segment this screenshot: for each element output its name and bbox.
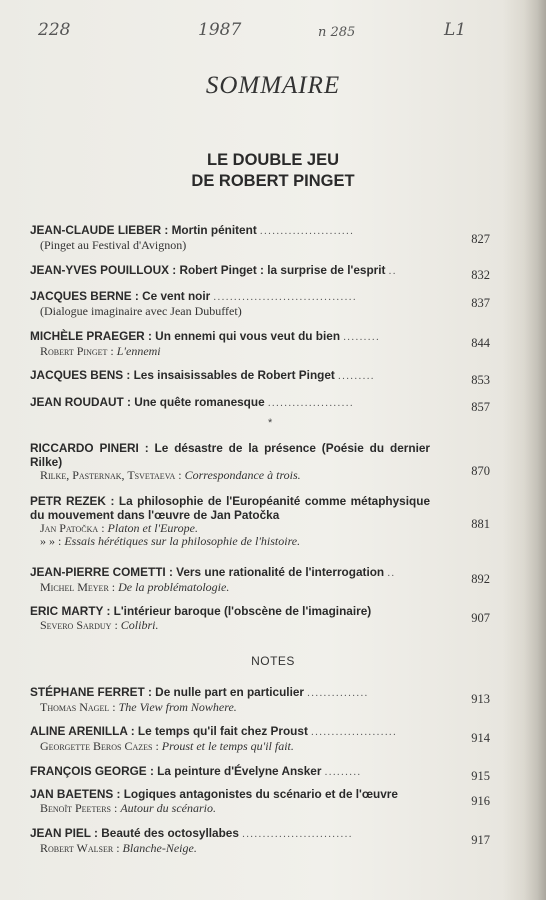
reviewed-author: Georgette Beros Cazes : — [40, 738, 159, 753]
reviewed-author: Rilke, Pasternak, Tsvetaeva : — [40, 468, 182, 482]
entry-title: ERIC MARTY : L'intérieur baroque (l'obscène de l'imaginaire) — [30, 604, 372, 618]
entry-page-number: 917 — [471, 833, 490, 847]
toc-entry-pineri[interactable] — [30, 442, 490, 482]
entry-title: JEAN-PIERRE COMETTI : Vers une rationalité de l'interrogation — [30, 565, 385, 579]
handwritten-note-year: 1987 — [198, 20, 242, 40]
section-separator: * — [268, 417, 273, 429]
dossier-title-line-1: LE DOUBLE JEU — [206, 151, 340, 169]
toc-entry-piel[interactable] — [30, 827, 490, 855]
dossier-title — [0, 150, 546, 192]
toc-entry-lieber[interactable] — [30, 224, 490, 252]
handwritten-note-1: 228 — [38, 20, 71, 40]
entry-title: STÉPHANE FERRET : De nulle part en particulier — [30, 685, 304, 699]
leader-dots: ......... — [343, 332, 381, 343]
reviewed-work: The View from Nowhere. — [118, 699, 237, 714]
handwritten-note-number: n 285 — [318, 25, 356, 40]
leader-dots: .. — [388, 266, 397, 277]
toc-entry-marty[interactable] — [30, 605, 490, 632]
reviewed-work: Platon et l'Europe. — [107, 521, 198, 535]
entry-title: JAN BAETENS : Logiques antagonistes du scénario et de l'œuvre — [30, 787, 398, 801]
entry-page-number: 853 — [471, 373, 490, 387]
reviewed-work: Blanche-Neige. — [122, 840, 197, 855]
entry-title: RICCARDO PINERI : Le désastre de la présence (Poésie du dernier Rilke) — [30, 441, 430, 469]
leader-dots: ............... — [307, 688, 369, 699]
entry-title: JACQUES BENS : Les insaisissables de Robert Pinget — [30, 368, 335, 382]
entry-title: JEAN PIEL : Beauté des octosyllabes — [30, 826, 239, 840]
toc-entry-arenilla[interactable] — [30, 725, 490, 753]
entry-page-number: 870 — [471, 464, 490, 478]
reviewed-author: Robert Pinget : — [40, 343, 114, 358]
toc-entry-baetens[interactable] — [30, 788, 490, 815]
leader-dots: ..................... — [311, 727, 398, 738]
entry-title: PETR REZEK : La philosophie de l'Européanité comme métaphysique du mouvement dans l'œuvre de Jan Patočka — [30, 494, 430, 522]
reviewed-work: Colibri. — [120, 617, 159, 632]
entry-page-number: 837 — [471, 296, 490, 310]
ditto-marks: » » : — [40, 534, 62, 548]
reviewed-author: Severo Sarduy : — [40, 617, 118, 632]
entry-page-number: 914 — [471, 731, 490, 745]
leader-dots: ........................... — [242, 829, 353, 840]
leader-dots: ..................... — [267, 398, 355, 409]
reviewed-author: Benoît Peeters : — [40, 800, 118, 815]
toc-entry-bens[interactable] — [30, 368, 490, 387]
leader-dots: ......... — [338, 371, 376, 382]
entry-subtitle: (Pinget au Festival d'Avignon) — [40, 237, 187, 252]
leader-dots: ................................... — [213, 292, 358, 303]
book-spine-shadow — [524, 0, 546, 900]
toc-entry-cometti[interactable] — [30, 566, 490, 594]
entry-page-number: 844 — [471, 336, 490, 350]
reviewed-work: Autour du scénario. — [120, 800, 217, 815]
toc-entry-george[interactable] — [30, 764, 490, 783]
notes-heading: NOTES — [251, 654, 295, 668]
toc-entry-rezek[interactable] — [30, 495, 490, 548]
reviewed-author: Robert Walser : — [40, 840, 120, 855]
reviewed-author: Thomas Nagel : — [40, 699, 116, 714]
reviewed-work: De la problématologie. — [118, 579, 230, 594]
leader-dots: ......... — [324, 767, 362, 778]
reviewed-work: Proust et le temps qu'il fait. — [161, 738, 294, 753]
entry-page-number: 913 — [471, 692, 490, 706]
entry-page-number: 915 — [471, 769, 490, 783]
entry-title: JEAN-CLAUDE LIEBER : Mortin pénitent — [30, 223, 257, 237]
reviewed-author: Jan Patočka : — [40, 521, 105, 535]
reviewed-author: Michel Meyer : — [40, 579, 116, 594]
entry-page-number: 892 — [471, 572, 490, 586]
entry-title: MICHÈLE PRAEGER : Un ennemi qui vous veut du bien — [30, 329, 341, 343]
reviewed-work: Essais hérétiques sur la philosophie de l'histoire. — [64, 534, 301, 548]
entry-title: JACQUES BERNE : Ce vent noir — [30, 289, 211, 303]
entry-subtitle: (Dialogue imaginaire avec Jean Dubuffet) — [40, 303, 242, 318]
entry-title: JEAN-YVES POUILLOUX : Robert Pinget : la surprise de l'esprit — [30, 263, 386, 277]
reviewed-work: L'ennemi — [116, 343, 161, 358]
entry-page-number: 916 — [471, 794, 490, 808]
reviewed-work: Correspondance à trois. — [184, 468, 301, 482]
toc-entry-pouilloux[interactable] — [30, 263, 490, 282]
toc-entry-roudaut[interactable] — [30, 395, 490, 414]
handwritten-note-4: L1 — [444, 20, 467, 40]
toc-entry-praeger[interactable] — [30, 330, 490, 358]
toc-entry-ferret[interactable] — [30, 686, 490, 714]
entry-page-number: 881 — [471, 517, 490, 531]
leader-dots: .. — [387, 568, 396, 579]
entry-title: JEAN ROUDAUT : Une quête romanesque — [30, 395, 265, 409]
leader-dots: ....................... — [260, 226, 355, 237]
entry-title: FRANÇOIS GEORGE : La peinture d'Évelyne Ansker — [30, 764, 322, 778]
entry-page-number: 907 — [471, 611, 490, 625]
entry-page-number: 827 — [471, 232, 490, 246]
entry-page-number: 832 — [471, 268, 490, 282]
entry-title: ALINE ARENILLA : Le temps qu'il fait chez Proust — [30, 724, 308, 738]
page-title: SOMMAIRE — [205, 72, 341, 99]
toc-entry-berne[interactable] — [30, 290, 490, 318]
entry-page-number: 857 — [471, 400, 490, 414]
dossier-title-line-2: DE ROBERT PINGET — [191, 172, 355, 190]
